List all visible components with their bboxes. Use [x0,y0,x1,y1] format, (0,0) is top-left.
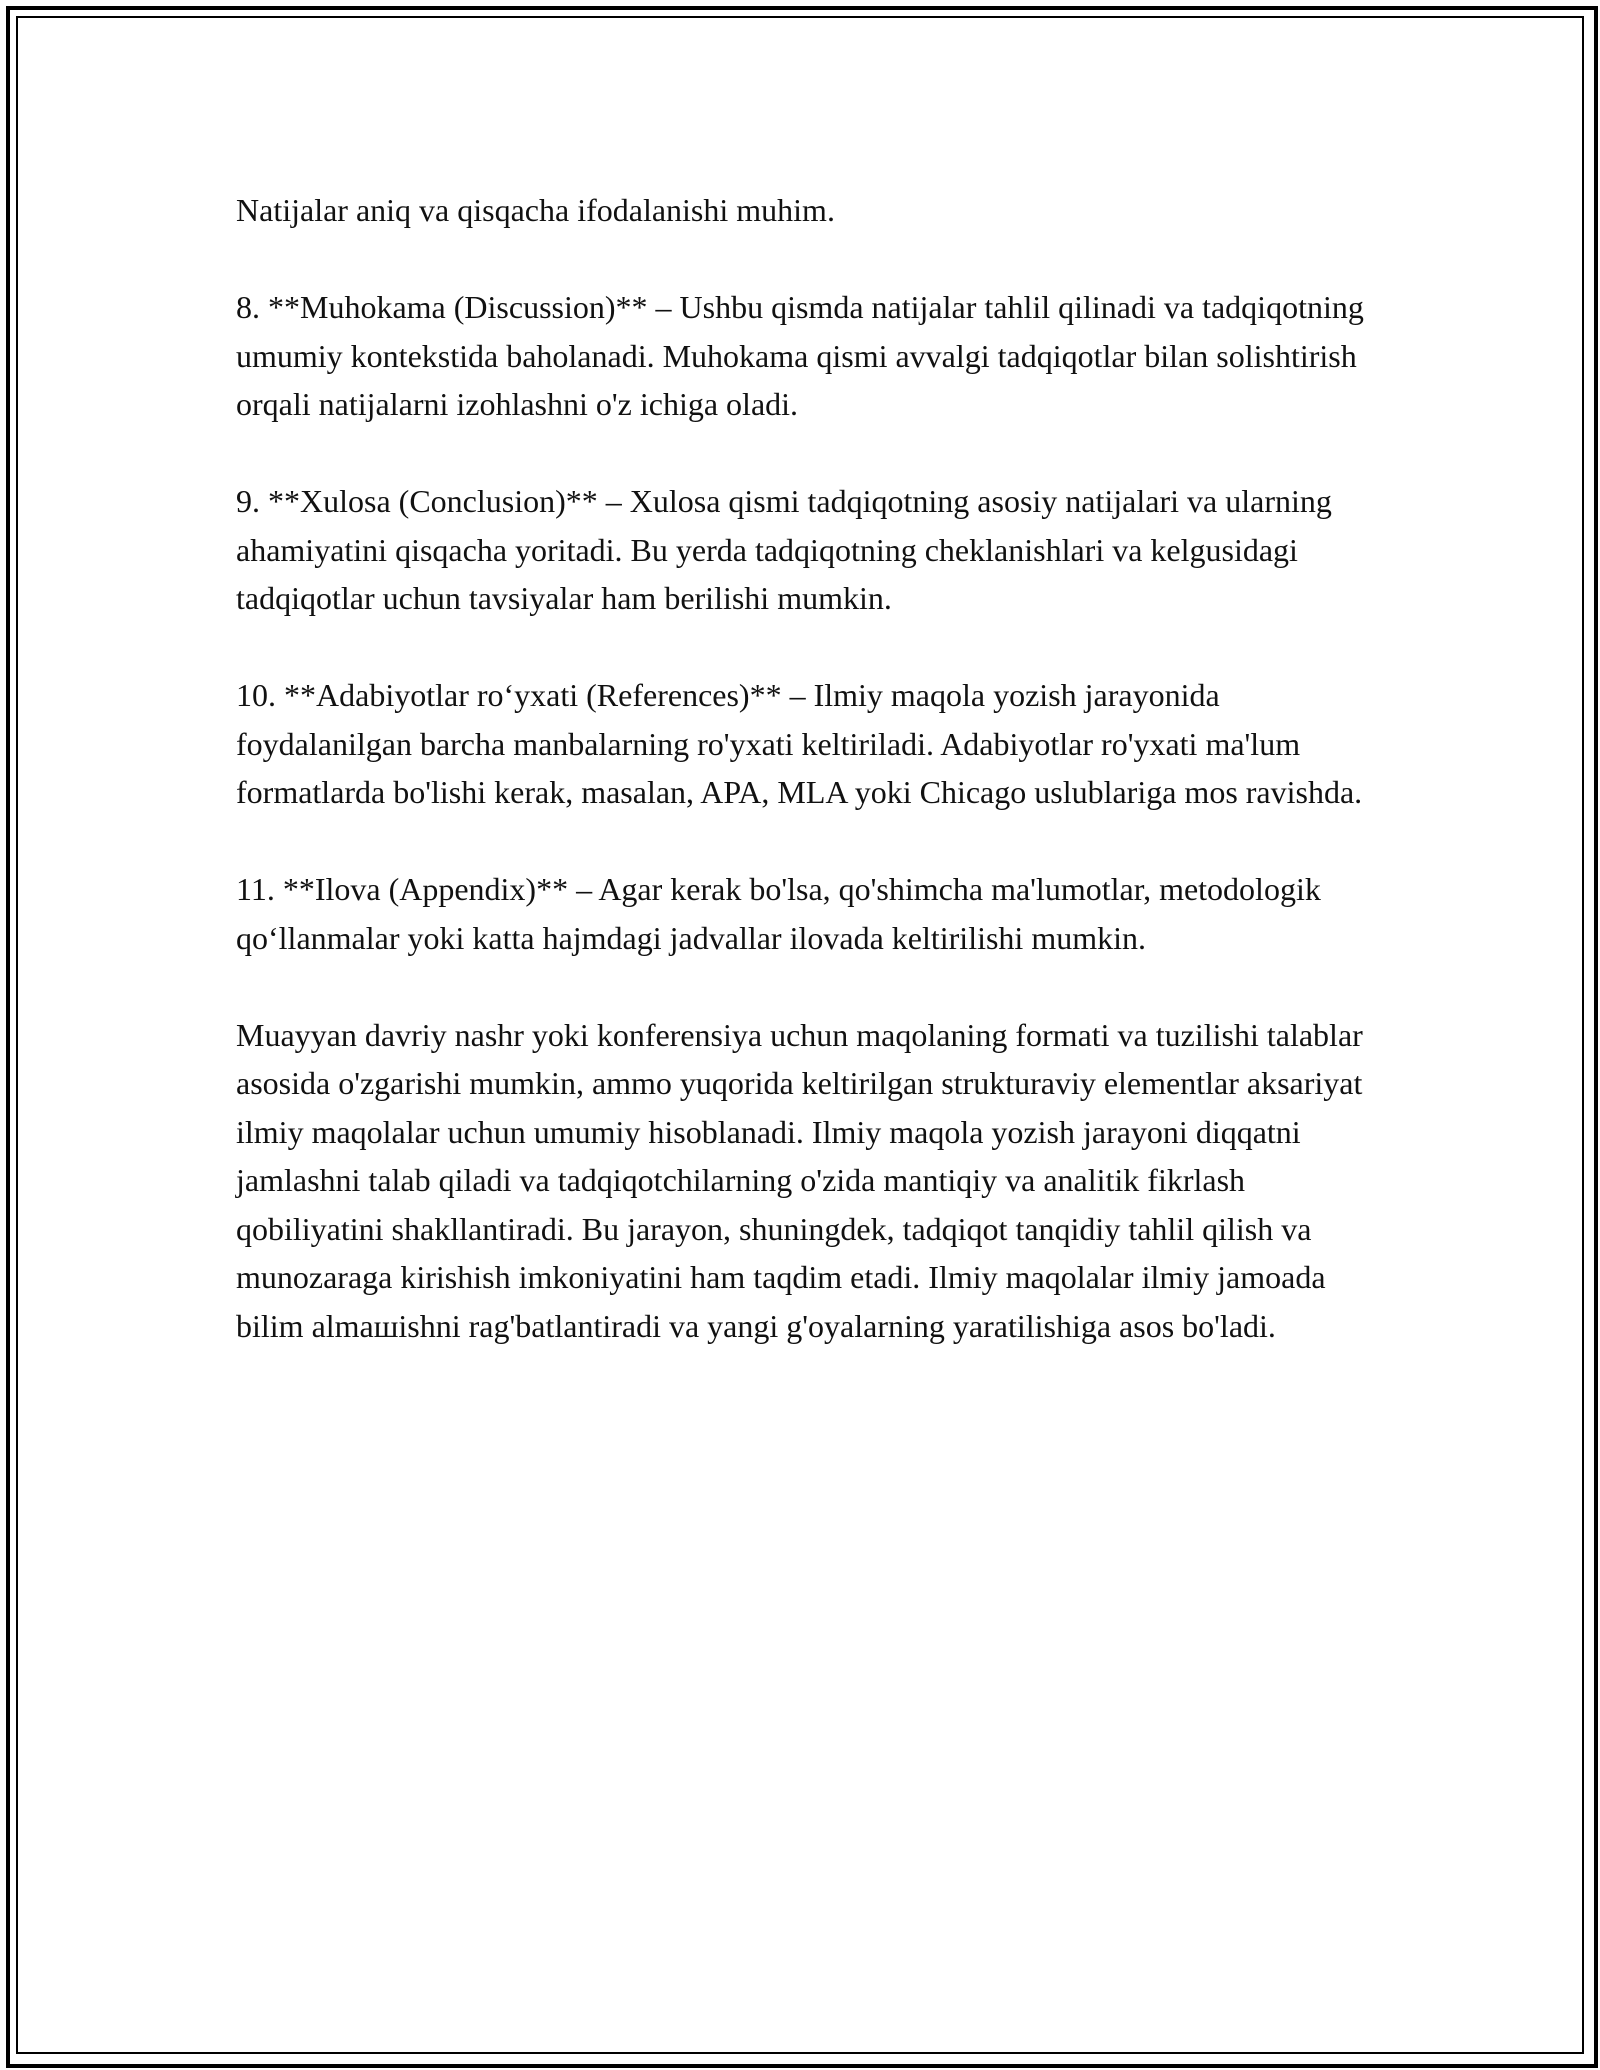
paragraph-discussion: 8. **Muhokama (Discussion)** – Ushbu qismda natijalar tahlil qilinadi va tadqiqotning umumiy kontekstida baholanadi. Muhokama qismi avvalgi tadqiqotlar bilan solishtirish orqali natijalarni izohlashni o'z ichiga oladi. [236,289,1364,422]
paragraph-closing: Muayyan davriy nashr yoki konferensiya uchun maqolaning formati va tuzilishi talablar asosida o'zgarishi mumkin, ammo yuqorida keltirilgan strukturaviy elementlar aksariyat ilmiy maqolalar uchun umumiy hisoblanadi. Ilmiy maqola yozish jarayoni diqqatni jamlashni talab qiladi va tadqiqotchilarning o'zida mantiqiy va analitik fikrlash qobiliyatini shakllantiradi. Bu jarayon, shuningdek, tadqiqot tanqidiy tahlil qilish va munozaraga kirishish imkoniyatini ham taqdim etadi. Ilmiy maqolalar ilmiy jamoada bilim almашishni rag'batlantiradi va yangi g'oyalarning yaratilishiga asos bo'ladi. [236,1016,1363,1344]
paragraph-appendix: 11. **Ilova (Appendix)** – Agar kerak bo'lsa, qo'shimcha ma'lumotlar, metodologik qo‘llanmalar yoki katta hajmdagi jadvallar ilovada keltirilishi mumkin. [236,871,1321,956]
paragraph-results-summary: Natijalar aniq va qisqacha ifodalanishi muhim. [236,192,835,228]
paragraph-conclusion: 9. **Xulosa (Conclusion)** – Xulosa qismi tadqiqotning asosiy natijalari va ularning ahamiyatini qisqacha yoritadi. Bu yerda tadqiqotning cheklanishlari va kelgusidagi tadqiqotlar uchun tavsiyalar ham berilishi mumkin. [236,483,1332,616]
document-body [236,186,1376,1399]
paragraph-references: 10. **Adabiyotlar ro‘yxati (References)** – Ilmiy maqola yozish jarayonida foydalanilgan barcha manbalarning ro'yxati keltiriladi. Adabiyotlar ro'yxati ma'lum formatlarda bo'lishi kerak, masalan, APA, MLA yoki Chicago uslublariga mos ravishda. [236,677,1363,810]
